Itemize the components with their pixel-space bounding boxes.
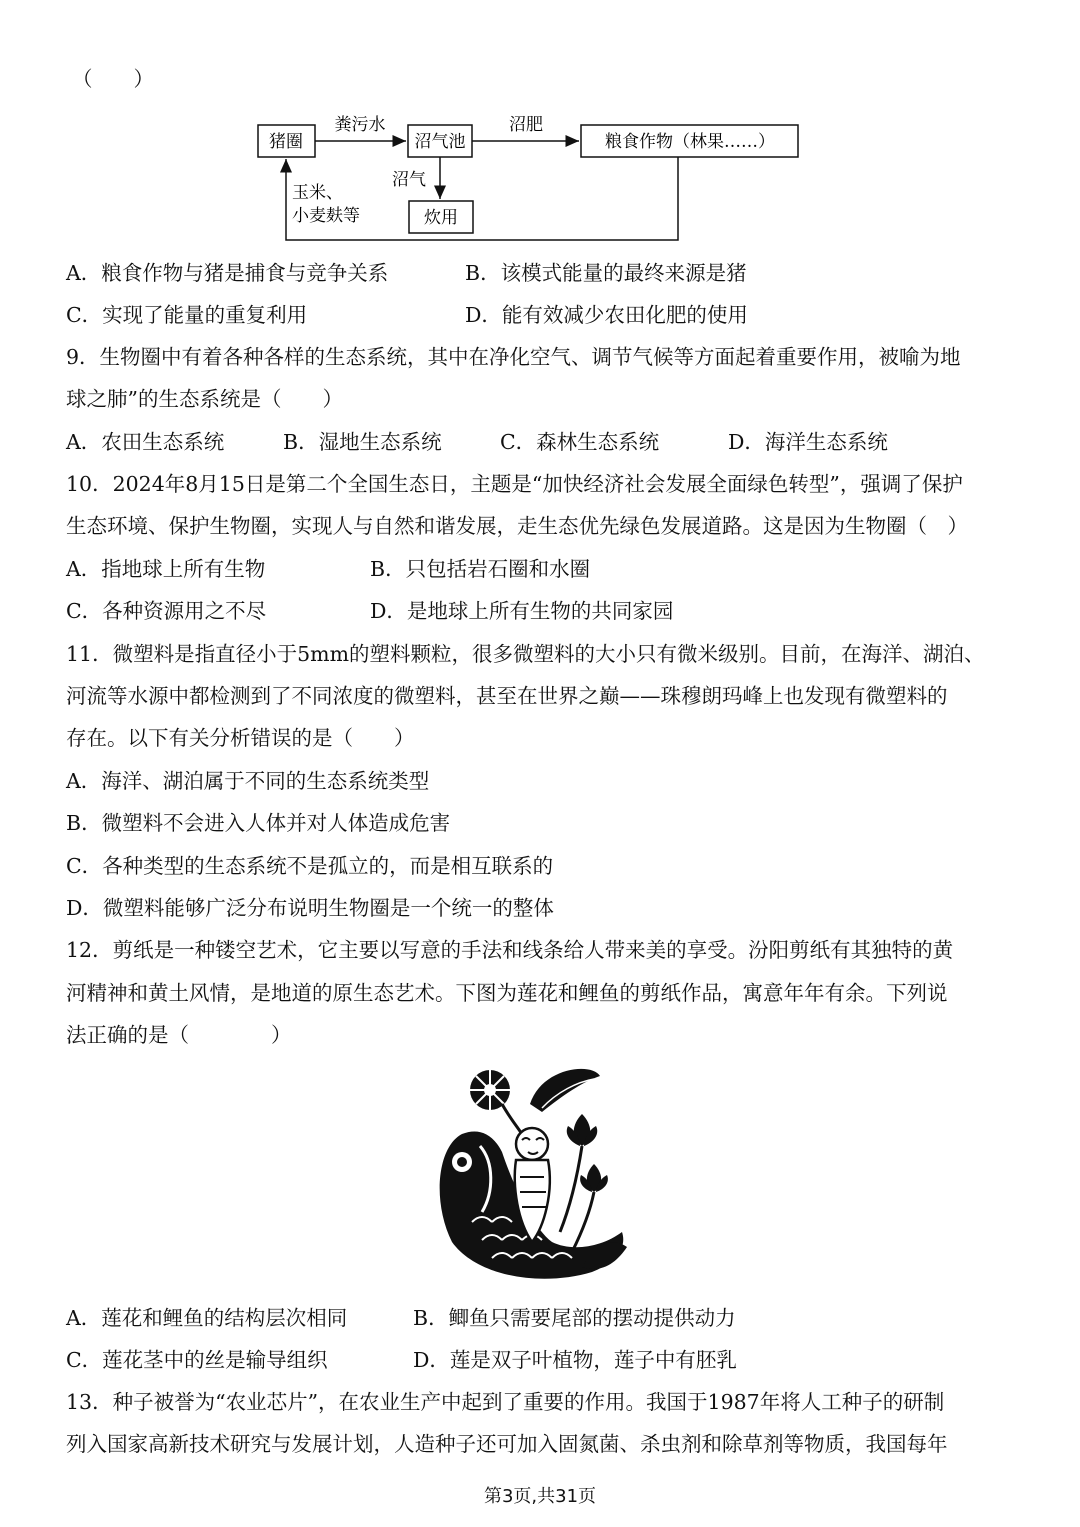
q12-option-b: B．鲫鱼只需要尾部的摆动提供动力 <box>413 1306 736 1330</box>
q9-stem-line1: 9．生物圈中有着各种各样的生态系统，其中在净化空气、调节气候等方面起着重要作用，被喻为地 <box>66 345 961 369</box>
q11-stem-line3: 存在。以下有关分析错误的是（ ） <box>66 726 415 750</box>
feed-return-line <box>286 157 678 240</box>
q10-option-b: B．只包括岩石圈和水圈 <box>370 557 591 581</box>
q12-stem-line1: 12．剪纸是一种镂空艺术，它主要以写意的手法和线条给人带来美的享受。汾阳剪纸有其独特的黄 <box>66 938 954 962</box>
q11-option-b: B．微塑料不会进入人体并对人体造成危害 <box>66 811 451 835</box>
feed-label-1: 玉米、 <box>292 183 343 203</box>
pig-pen-label: 猪圈 <box>269 132 303 152</box>
crops-label: 粮食作物（林果……） <box>605 132 775 152</box>
q12-stem-line3: 法正确的是（ ） <box>66 1023 292 1047</box>
q9-option-d: D．海洋生态系统 <box>728 430 888 454</box>
q10-option-a: A．指地球上所有生物 <box>66 557 266 581</box>
feed-label-2: 小麦麸等 <box>292 206 360 226</box>
paper-cut-lotus-carp-image <box>432 1062 632 1287</box>
q8-option-b: B．该模式能量的最终来源是猪 <box>465 261 747 285</box>
q8-option-a: A．粮食作物与猪是捕食与竞争关系 <box>66 261 389 285</box>
gas-label: 沼气 <box>392 170 426 190</box>
q11-stem-line1: 11．微塑料是指直径小于5mm的塑料颗粒，很多微塑料的大小只有微米级别。目前，在海洋、湖泊、 <box>66 642 985 666</box>
page-number-footer: 第3页,共31页 <box>483 1486 597 1507</box>
fertilizer-label: 沼肥 <box>509 115 543 135</box>
q9-stem-line2: 球之肺”的生态系统是（ ） <box>66 387 343 411</box>
q8-option-d: D．能有效减少农田化肥的使用 <box>465 303 748 327</box>
biogas-pool-label: 沼气池 <box>414 132 466 152</box>
q10-option-d: D．是地球上所有生物的共同家园 <box>370 599 674 623</box>
q12-option-d: D．莲是双子叶植物，莲子中有胚乳 <box>413 1348 737 1372</box>
q8-bracket: （ ） <box>72 67 154 91</box>
q12-option-c: C．莲花茎中的丝是输导组织 <box>66 1348 328 1372</box>
cooking-label: 炊用 <box>424 208 458 228</box>
q13-stem-line1: 13．种子被誉为“农业芯片”，在农业生产中起到了重要的作用。我国于1987年将人工种子的研制 <box>66 1390 945 1414</box>
q11-option-d: D．微塑料能够广泛分布说明生物圈是一个统一的整体 <box>66 896 554 920</box>
q13-stem-line2: 列入国家高新技术研究与发展计划，人造种子还可加入固氮菌、杀虫剂和除草剂等物质，我国每年 <box>66 1432 948 1456</box>
q10-option-c: C．各种资源用之不尽 <box>66 599 267 623</box>
q10-stem-line2: 生态环境、保护生物圈，实现人与自然和谐发展，走生态优先绿色发展道路。这是因为生物圈（ ） <box>66 514 968 538</box>
q9-option-b: B．湿地生态系统 <box>283 430 442 454</box>
q9-option-c: C．森林生态系统 <box>500 430 660 454</box>
q11-option-a: A．海洋、湖泊属于不同的生态系统类型 <box>66 769 430 793</box>
q8-option-c: C．实现了能量的重复利用 <box>66 303 308 327</box>
q10-stem-line1: 10．2024年8月15日是第二个全国生态日，主题是“加快经济社会发展全面绿色转型”，强调了保护 <box>66 472 963 496</box>
manure-label: 粪污水 <box>334 115 386 135</box>
q12-stem-line2: 河精神和黄土风情，是地道的原生态艺术。下图为莲花和鲤鱼的剪纸作品，寓意年年有余。下列说 <box>66 981 948 1005</box>
q11-stem-line2: 河流等水源中都检测到了不同浓度的微塑料，甚至在世界之巅——珠穆朗玛峰上也发现有微塑料的 <box>66 684 948 708</box>
q9-option-a: A．农田生态系统 <box>66 430 225 454</box>
q12-option-a: A．莲花和鲤鱼的结构层次相同 <box>66 1306 348 1330</box>
q11-option-c: C．各种类型的生态系统不是孤立的，而是相互联系的 <box>66 854 554 878</box>
